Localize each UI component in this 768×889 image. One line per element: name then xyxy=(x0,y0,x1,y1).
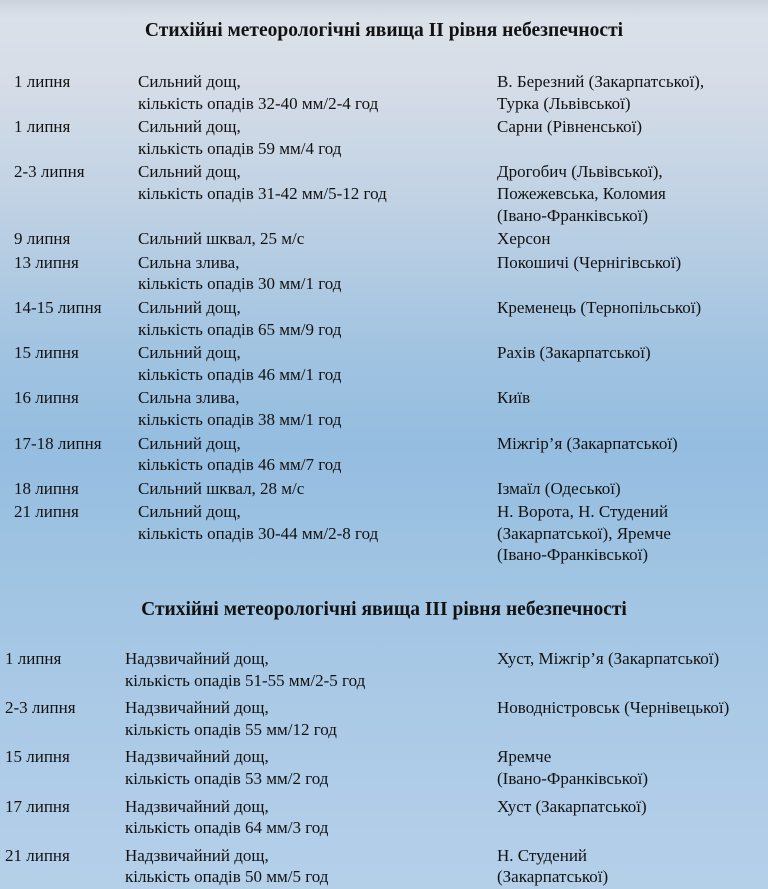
location-cell xyxy=(497,746,768,789)
hazard-level-3-table xyxy=(0,648,768,888)
phenomenon-cell xyxy=(125,746,497,789)
phenomenon-cell xyxy=(138,228,497,250)
location-line: Хуст, Міжгір’я (Закарпатської) xyxy=(497,649,720,669)
date-text: 17-18 липня xyxy=(14,433,102,453)
location-line: Хуст (Закарпатської) xyxy=(497,796,647,816)
location-line: Кременець (Тернопільської) xyxy=(497,297,702,317)
date-text: 16 липня xyxy=(14,388,79,408)
table-row xyxy=(0,478,768,500)
date-text: 17 липня xyxy=(5,796,70,816)
date-text: 13 липня xyxy=(14,252,79,272)
location-line: Покошичі (Чернігівської) xyxy=(497,252,682,272)
table-row xyxy=(0,697,768,740)
phenomenon-line: Сильний дощ, xyxy=(138,72,241,91)
location-cell xyxy=(497,387,768,430)
phenomenon-cell xyxy=(138,342,497,385)
phenomenon-line: кількість опадів 59 мм/4 год xyxy=(138,138,342,158)
phenomenon-cell xyxy=(138,478,497,500)
phenomenon-cell xyxy=(125,648,497,691)
phenomenon-line: Надзвичайний дощ, xyxy=(125,649,269,669)
location-cell xyxy=(497,342,768,385)
location-line: Яремче xyxy=(497,747,552,767)
phenomenon-cell xyxy=(138,387,497,430)
phenomenon-line: Сильний дощ, xyxy=(138,117,241,137)
phenomenon-line: Надзвичайний дощ, xyxy=(125,845,269,865)
date-cell xyxy=(14,297,138,340)
phenomenon-line: Сильний дощ, xyxy=(138,162,241,182)
phenomenon-cell xyxy=(138,161,497,226)
location-cell xyxy=(497,697,768,740)
table-row xyxy=(0,648,768,691)
location-cell xyxy=(497,433,768,476)
phenomenon-line: Сильний дощ, xyxy=(138,502,241,522)
table-row xyxy=(0,71,768,114)
date-text: 1 липня xyxy=(5,649,62,669)
phenomenon-line: Надзвичайний дощ, xyxy=(125,796,269,816)
location-cell xyxy=(497,478,768,500)
phenomenon-line: кількість опадів 64 мм/3 год xyxy=(125,818,329,838)
location-line: Херсон xyxy=(497,229,551,249)
location-cell xyxy=(497,252,768,295)
date-cell xyxy=(14,71,138,114)
phenomenon-line: кількість опадів 30-44 мм/2-8 год xyxy=(138,523,379,543)
location-cell xyxy=(497,501,768,566)
phenomenon-cell xyxy=(138,433,497,476)
phenomenon-cell xyxy=(138,116,497,159)
location-line: Н. Ворота, Н. Студений xyxy=(497,502,669,522)
location-cell xyxy=(497,228,768,250)
location-line: Н. Студений xyxy=(497,845,588,865)
phenomenon-cell xyxy=(125,697,497,740)
phenomenon-line: Сильна злива, xyxy=(138,252,240,272)
location-line: Турка (Львівської) xyxy=(497,93,631,113)
phenomenon-cell xyxy=(138,501,497,566)
phenomenon-line: кількість опадів 50 мм/5 год xyxy=(125,867,329,887)
phenomenon-line: Сильна злива, xyxy=(138,388,240,408)
phenomenon-line: кількість опадів 46 мм/7 год xyxy=(138,455,342,475)
phenomenon-line: кількість опадів 32-40 мм/2-4 год xyxy=(138,93,379,113)
location-line: (Закарпатської) xyxy=(497,867,609,887)
phenomenon-line: кількість опадів 53 мм/2 год xyxy=(125,769,329,789)
date-cell xyxy=(14,116,138,159)
phenomenon-cell xyxy=(138,297,497,340)
location-line: (Івано-Франківської) xyxy=(497,769,648,789)
phenomenon-line: кількість опадів 38 мм/1 год xyxy=(138,409,342,429)
location-line: Пожежевська, Коломия xyxy=(497,183,666,203)
table-row xyxy=(0,161,768,226)
phenomenon-line: кількість опадів 51-55 мм/2-5 год xyxy=(125,670,366,690)
date-text: 1 липня xyxy=(14,117,71,137)
table-row xyxy=(0,116,768,159)
date-text: 15 липня xyxy=(5,747,70,767)
date-cell xyxy=(14,342,138,385)
hazard-level-2-table xyxy=(0,71,768,566)
date-cell xyxy=(5,697,125,740)
date-text: 21 липня xyxy=(14,502,79,522)
location-cell xyxy=(497,297,768,340)
date-text: 1 липня xyxy=(14,72,71,91)
location-cell xyxy=(497,796,768,839)
location-line: Новодністровськ (Чернівецької) xyxy=(497,698,730,718)
date-cell xyxy=(14,501,138,566)
section-title-level-3: Стихійні метеорологічні явища III рівня небезпечності xyxy=(141,599,627,621)
location-cell xyxy=(497,71,768,114)
date-cell xyxy=(5,746,125,789)
date-cell xyxy=(14,228,138,250)
location-line: (Закарпатської), Яремче xyxy=(497,523,671,543)
phenomenon-line: Сильний шквал, 25 м/с xyxy=(138,229,305,249)
location-line: Дрогобич (Львівської), xyxy=(497,162,663,182)
date-cell xyxy=(5,845,125,888)
table-row xyxy=(0,342,768,385)
phenomenon-line: кількість опадів 65 мм/9 год xyxy=(138,319,342,339)
date-cell xyxy=(5,648,125,691)
location-line: Сарни (Рівненської) xyxy=(497,117,643,137)
location-cell xyxy=(497,845,768,888)
table-row xyxy=(0,501,768,566)
date-text: 9 липня xyxy=(14,229,71,249)
location-cell xyxy=(497,161,768,226)
phenomenon-line: кількість опадів 55 мм/12 год xyxy=(125,719,337,739)
date-text: 18 липня xyxy=(14,478,79,498)
date-cell xyxy=(14,478,138,500)
table-row xyxy=(0,297,768,340)
date-text: 2-3 липня xyxy=(14,162,85,182)
table-row xyxy=(0,845,768,888)
location-line: Київ xyxy=(497,388,531,408)
location-cell xyxy=(497,116,768,159)
phenomenon-line: кількість опадів 46 мм/1 год xyxy=(138,364,342,384)
date-text: 21 липня xyxy=(5,845,70,865)
phenomenon-cell xyxy=(125,796,497,839)
table-row xyxy=(0,228,768,250)
phenomenon-line: кількість опадів 31-42 мм/5-12 год xyxy=(138,183,387,203)
phenomenon-line: кількість опадів 30 мм/1 год xyxy=(138,274,342,294)
location-line: (Івано-Франківської) xyxy=(497,545,648,565)
table-row xyxy=(0,433,768,476)
location-line: Рахів (Закарпатської) xyxy=(497,343,651,363)
date-cell xyxy=(14,252,138,295)
date-cell xyxy=(5,796,125,839)
phenomenon-cell xyxy=(125,845,497,888)
location-line: Міжгір’я (Закарпатської) xyxy=(497,433,678,453)
date-cell xyxy=(14,387,138,430)
phenomenon-cell xyxy=(138,252,497,295)
location-line: Ізмаїл (Одеської) xyxy=(497,478,621,498)
date-cell xyxy=(14,161,138,226)
table-row xyxy=(0,746,768,789)
table-row xyxy=(0,796,768,839)
phenomenon-line: Сильний дощ, xyxy=(138,297,241,317)
phenomenon-line: Надзвичайний дощ, xyxy=(125,698,269,718)
table-row xyxy=(0,252,768,295)
location-line: (Івано-Франківської) xyxy=(497,205,648,225)
phenomenon-cell xyxy=(138,71,497,114)
location-cell xyxy=(497,648,768,691)
phenomenon-line: Сильний шквал, 28 м/с xyxy=(138,478,305,498)
location-line: В. Березний (Закарпатської), xyxy=(497,72,705,91)
date-text: 2-3 липня xyxy=(5,698,76,718)
date-cell xyxy=(14,433,138,476)
phenomenon-line: Сильний дощ, xyxy=(138,343,241,363)
section-title-level-2: Стихійні метеорологічні явища II рівня небезпечності xyxy=(144,20,624,41)
phenomenon-line: Надзвичайний дощ, xyxy=(125,747,269,767)
date-text: 14-15 липня xyxy=(14,297,102,317)
table-row xyxy=(0,387,768,430)
phenomenon-line: Сильний дощ, xyxy=(138,433,241,453)
date-text: 15 липня xyxy=(14,343,79,363)
